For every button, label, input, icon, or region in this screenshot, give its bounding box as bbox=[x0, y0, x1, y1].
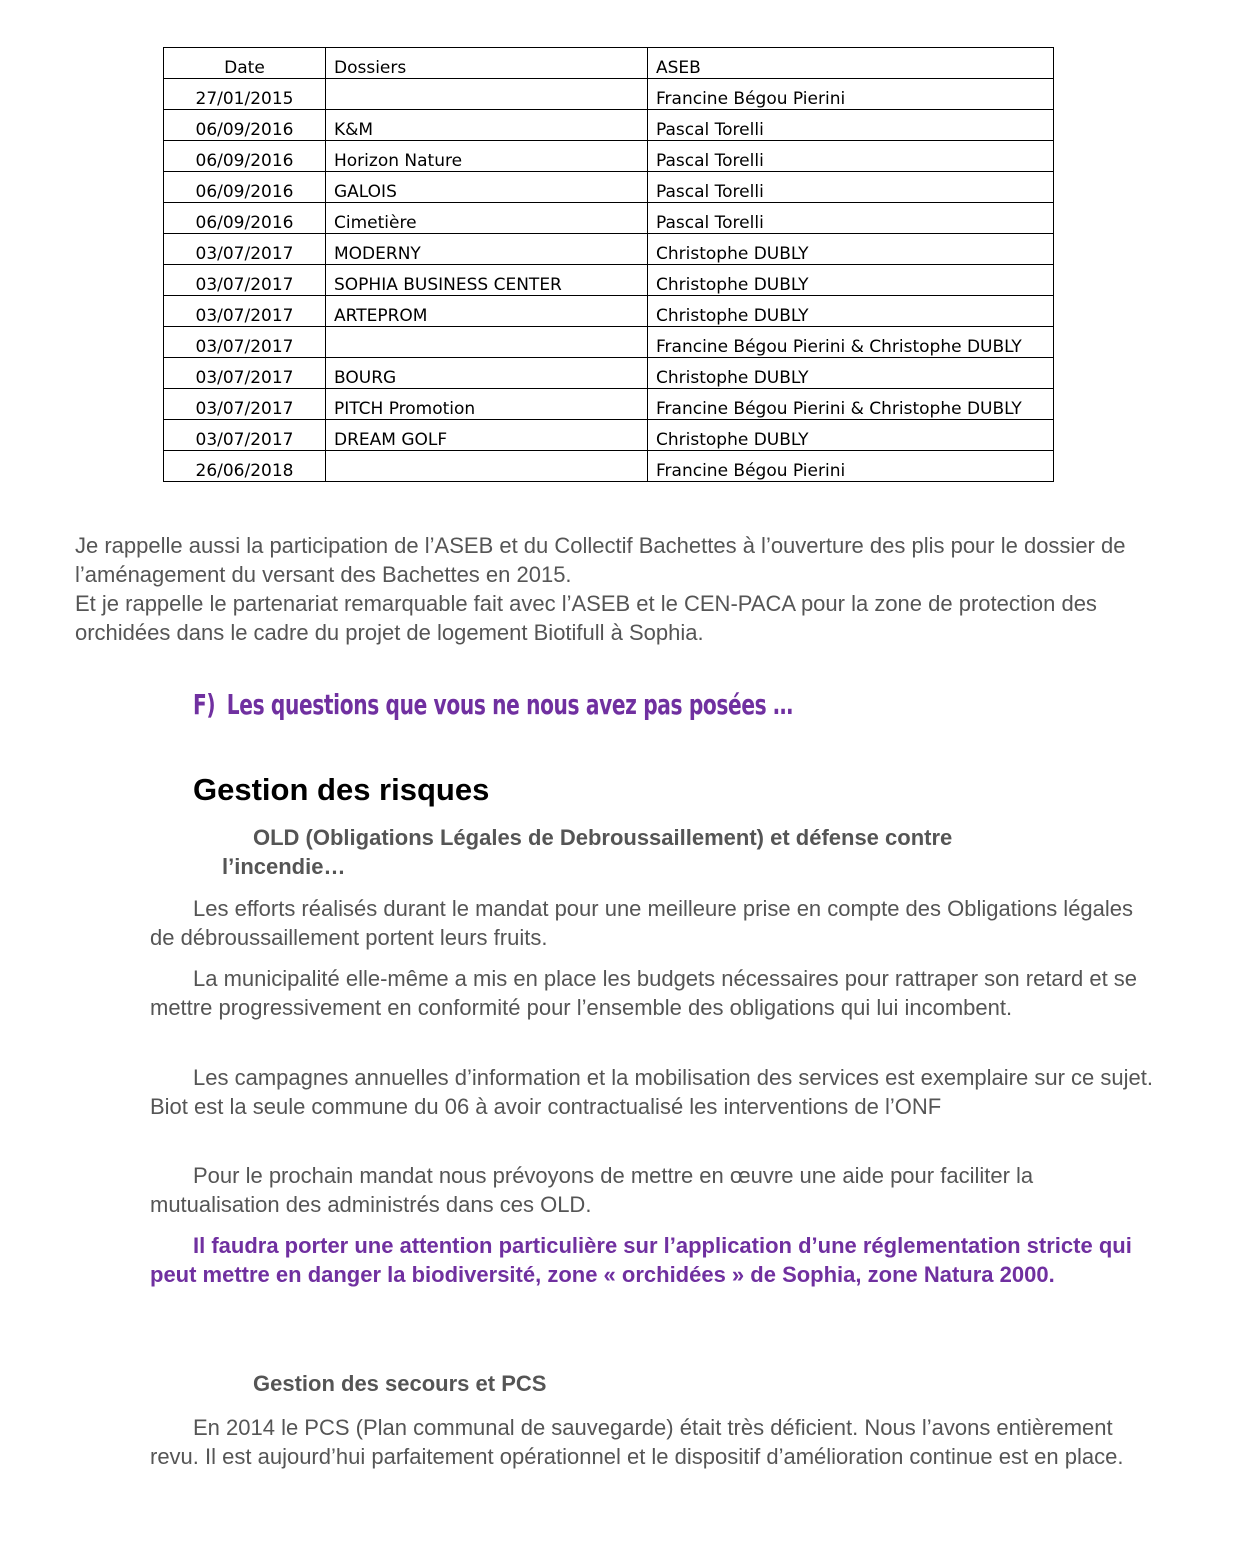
section-f-letter: F) bbox=[193, 688, 216, 721]
table-row bbox=[164, 296, 1054, 327]
cell-dossier bbox=[326, 79, 648, 110]
cell-dossier bbox=[326, 327, 648, 358]
cell-dossier: GALOIS bbox=[326, 172, 648, 203]
cell-date: 06/09/2016 bbox=[164, 110, 326, 141]
table-row bbox=[164, 141, 1054, 172]
risques-paragraph-3: Les campagnes annuelles d’information et la mobilisation des services est exemplaire sur ce sujet. Biot est la seule commune du 06 à avoir contractualisé les interventions de l’ONF bbox=[150, 1065, 1153, 1119]
cell-aseb: Pascal Torelli bbox=[648, 141, 1054, 172]
cell-date: 03/07/2017 bbox=[164, 327, 326, 358]
cell-date: 03/07/2017 bbox=[164, 389, 326, 420]
cell-aseb: Christophe DUBLY bbox=[648, 234, 1054, 265]
section-f-title: Les questions que vous ne nous avez pas posées … bbox=[226, 688, 793, 721]
intro-text bbox=[75, 531, 1165, 647]
table-row bbox=[164, 327, 1054, 358]
cell-aseb: Francine Bégou Pierini bbox=[648, 451, 1054, 482]
cell-dossier: PITCH Promotion bbox=[326, 389, 648, 420]
cell-date: 06/09/2016 bbox=[164, 141, 326, 172]
cell-aseb: Christophe DUBLY bbox=[648, 358, 1054, 389]
cell-dossier: Cimetière bbox=[326, 203, 648, 234]
gestion-risques-heading: Gestion des risques bbox=[193, 772, 490, 807]
cell-aseb: Francine Bégou Pierini bbox=[648, 79, 1054, 110]
table-header-row bbox=[164, 48, 1054, 79]
cell-dossier: DREAM GOLF bbox=[326, 420, 648, 451]
risques-paragraph-1: Les efforts réalisés durant le mandat pour une meilleure prise en compte des Obligations légales de débroussaillement portent leurs fruits. bbox=[150, 896, 1134, 950]
column-header-aseb: ASEB bbox=[648, 48, 1054, 79]
cell-date: 03/07/2017 bbox=[164, 420, 326, 451]
cell-aseb: Christophe DUBLY bbox=[648, 296, 1054, 327]
cell-dossier: MODERNY bbox=[326, 234, 648, 265]
table-row bbox=[164, 358, 1054, 389]
cell-aseb: Christophe DUBLY bbox=[648, 420, 1054, 451]
cell-date: 03/07/2017 bbox=[164, 234, 326, 265]
cell-dossier: ARTEPROM bbox=[326, 296, 648, 327]
cell-date: 26/06/2018 bbox=[164, 451, 326, 482]
cell-date: 03/07/2017 bbox=[164, 358, 326, 389]
cell-dossier: SOPHIA BUSINESS CENTER bbox=[326, 265, 648, 296]
old-subheading: OLD (Obligations Légales de Debroussaillement) et défense contre l’incendie… bbox=[222, 825, 953, 879]
intro-paragraph-2: Et je rappelle le partenariat remarquable fait avec l’ASEB et le CEN-PACA pour la zone de protection des orchidées dans le cadre du projet de logement Biotifull à Sophia. bbox=[75, 591, 1097, 645]
cell-aseb: Christophe DUBLY bbox=[648, 265, 1054, 296]
table-row bbox=[164, 420, 1054, 451]
cell-dossier: K&M bbox=[326, 110, 648, 141]
table-row bbox=[164, 172, 1054, 203]
table-row bbox=[164, 110, 1054, 141]
secours-paragraph-1: En 2014 le PCS (Plan communal de sauvegarde) était très déficient. Nous l’avons entièrement revu. Il est aujourd’hui parfaitement opérationnel et le dispositif d’amélioration continue est en place. bbox=[150, 1415, 1124, 1469]
table-row bbox=[164, 265, 1054, 296]
cell-date: 06/09/2016 bbox=[164, 172, 326, 203]
risques-paragraph-4: Pour le prochain mandat nous prévoyons de mettre en œuvre une aide pour faciliter la mutualisation des administrés dans ces OLD. bbox=[150, 1163, 1034, 1217]
cell-date: 03/07/2017 bbox=[164, 265, 326, 296]
cell-aseb: Pascal Torelli bbox=[648, 203, 1054, 234]
cell-date: 27/01/2015 bbox=[164, 79, 326, 110]
section-f-heading bbox=[193, 688, 793, 721]
table-row bbox=[164, 203, 1054, 234]
dossiers-table bbox=[163, 47, 1054, 482]
secours-subheading: Gestion des secours et PCS bbox=[253, 1371, 547, 1396]
cell-aseb: Pascal Torelli bbox=[648, 110, 1054, 141]
risques-paragraph-2: La municipalité elle-même a mis en place les budgets nécessaires pour rattraper son retard et se mettre progressivement en conformité pour l’ensemble des obligations qui lui incombent. bbox=[150, 966, 1138, 1020]
cell-date: 06/09/2016 bbox=[164, 203, 326, 234]
column-header-date: Date bbox=[164, 48, 326, 79]
cell-dossier: Horizon Nature bbox=[326, 141, 648, 172]
cell-aseb: Francine Bégou Pierini & Christophe DUBLY bbox=[648, 327, 1054, 358]
table-row bbox=[164, 234, 1054, 265]
cell-aseb: Francine Bégou Pierini & Christophe DUBLY bbox=[648, 389, 1054, 420]
intro-paragraph-1: Je rappelle aussi la participation de l’ASEB et du Collectif Bachettes à l’ouverture des plis pour le dossier de l’aménagement du versant des Bachettes en 2015. bbox=[75, 533, 1126, 587]
table-row bbox=[164, 389, 1054, 420]
cell-dossier: BOURG bbox=[326, 358, 648, 389]
risques-emphasis-paragraph: Il faudra porter une attention particulière sur l’application d’une réglementation stricte qui peut mettre en danger la biodiversité, zone « orchidées » de Sophia, zone Natura 2000. bbox=[150, 1233, 1132, 1287]
cell-date: 03/07/2017 bbox=[164, 296, 326, 327]
column-header-dossiers: Dossiers bbox=[326, 48, 648, 79]
table-row bbox=[164, 451, 1054, 482]
table-row bbox=[164, 79, 1054, 110]
cell-dossier bbox=[326, 451, 648, 482]
cell-aseb: Pascal Torelli bbox=[648, 172, 1054, 203]
